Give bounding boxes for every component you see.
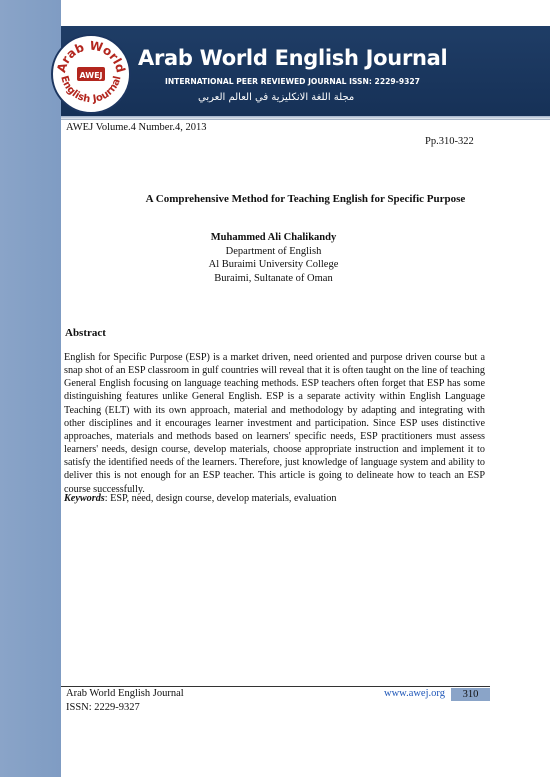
volume-info: AWEJ Volume.4 Number.4, 2013	[66, 122, 207, 133]
abstract-text: English for Specific Purpose (ESP) is a market driven, need oriented and purpose driven course but a snap shot of an ESP classroom in gulf countries will reveal that it is often taught on the line of teaching General English focusing on language teaching methods. ESP teachers often forget that ESP has some distinguishing features unlike General English. ESP is a separate activity within English Language Teaching (ELT) with its own approach, material and methodology by adapting and integrating with other disciplines and it encourages learner investment and participation. Since ESP uses distinctive approaches, materials and methods based on learners' specific needs, ESP practitioners must assess learners' needs, design course, develop materials, choose appropriate instruction and implement it to satisfy the identified needs of the learners. Therefore, just knowledge of language system and ability to deliver this is not enough for an ESP teacher. This article is going to delineate how to teach an ESP course successfully.	[64, 352, 485, 495]
footer-issn: ISSN: 2229-9327	[66, 702, 140, 713]
header-rule	[61, 119, 550, 120]
keywords-list: : ESP, need, design course, develop materials, evaluation	[104, 493, 337, 504]
journal-subtitle: INTERNATIONAL PEER REVIEWED JOURNAL ISSN: 2229-9327	[165, 77, 420, 86]
journal-logo	[51, 34, 131, 114]
journal-arabic-title: مجلة اللغة الانكليزية في العالم العربي	[198, 92, 355, 103]
keywords-line	[64, 493, 494, 504]
logo-bottom-text: English Journal	[58, 74, 124, 106]
page-number: 310	[451, 688, 490, 701]
logo-center-text: AWEJ	[79, 71, 103, 80]
abstract-heading: Abstract	[65, 327, 106, 339]
page-range: Pp.310-322	[425, 136, 474, 147]
keywords-label: Keywords	[64, 493, 105, 504]
footer-journal: Arab World English Journal	[66, 688, 184, 699]
left-color-band	[0, 0, 61, 777]
article-title: A Comprehensive Method for Teaching English for Specific Purpose	[145, 193, 466, 205]
journal-title: Arab World English Journal	[138, 46, 448, 70]
author-location: Buraimi, Sultanate of Oman	[214, 272, 333, 284]
author-department: Department of English	[225, 245, 322, 257]
footer-rule	[61, 686, 490, 687]
footer-website-link[interactable]: www.awej.org	[384, 688, 445, 699]
logo-seal-icon	[53, 36, 129, 112]
logo-top-text: Arab World	[54, 38, 128, 75]
author-name: Muhammed Ali Chalikandy	[210, 232, 337, 243]
author-institution: Al Buraimi University College	[208, 259, 339, 270]
author-block	[61, 231, 486, 285]
